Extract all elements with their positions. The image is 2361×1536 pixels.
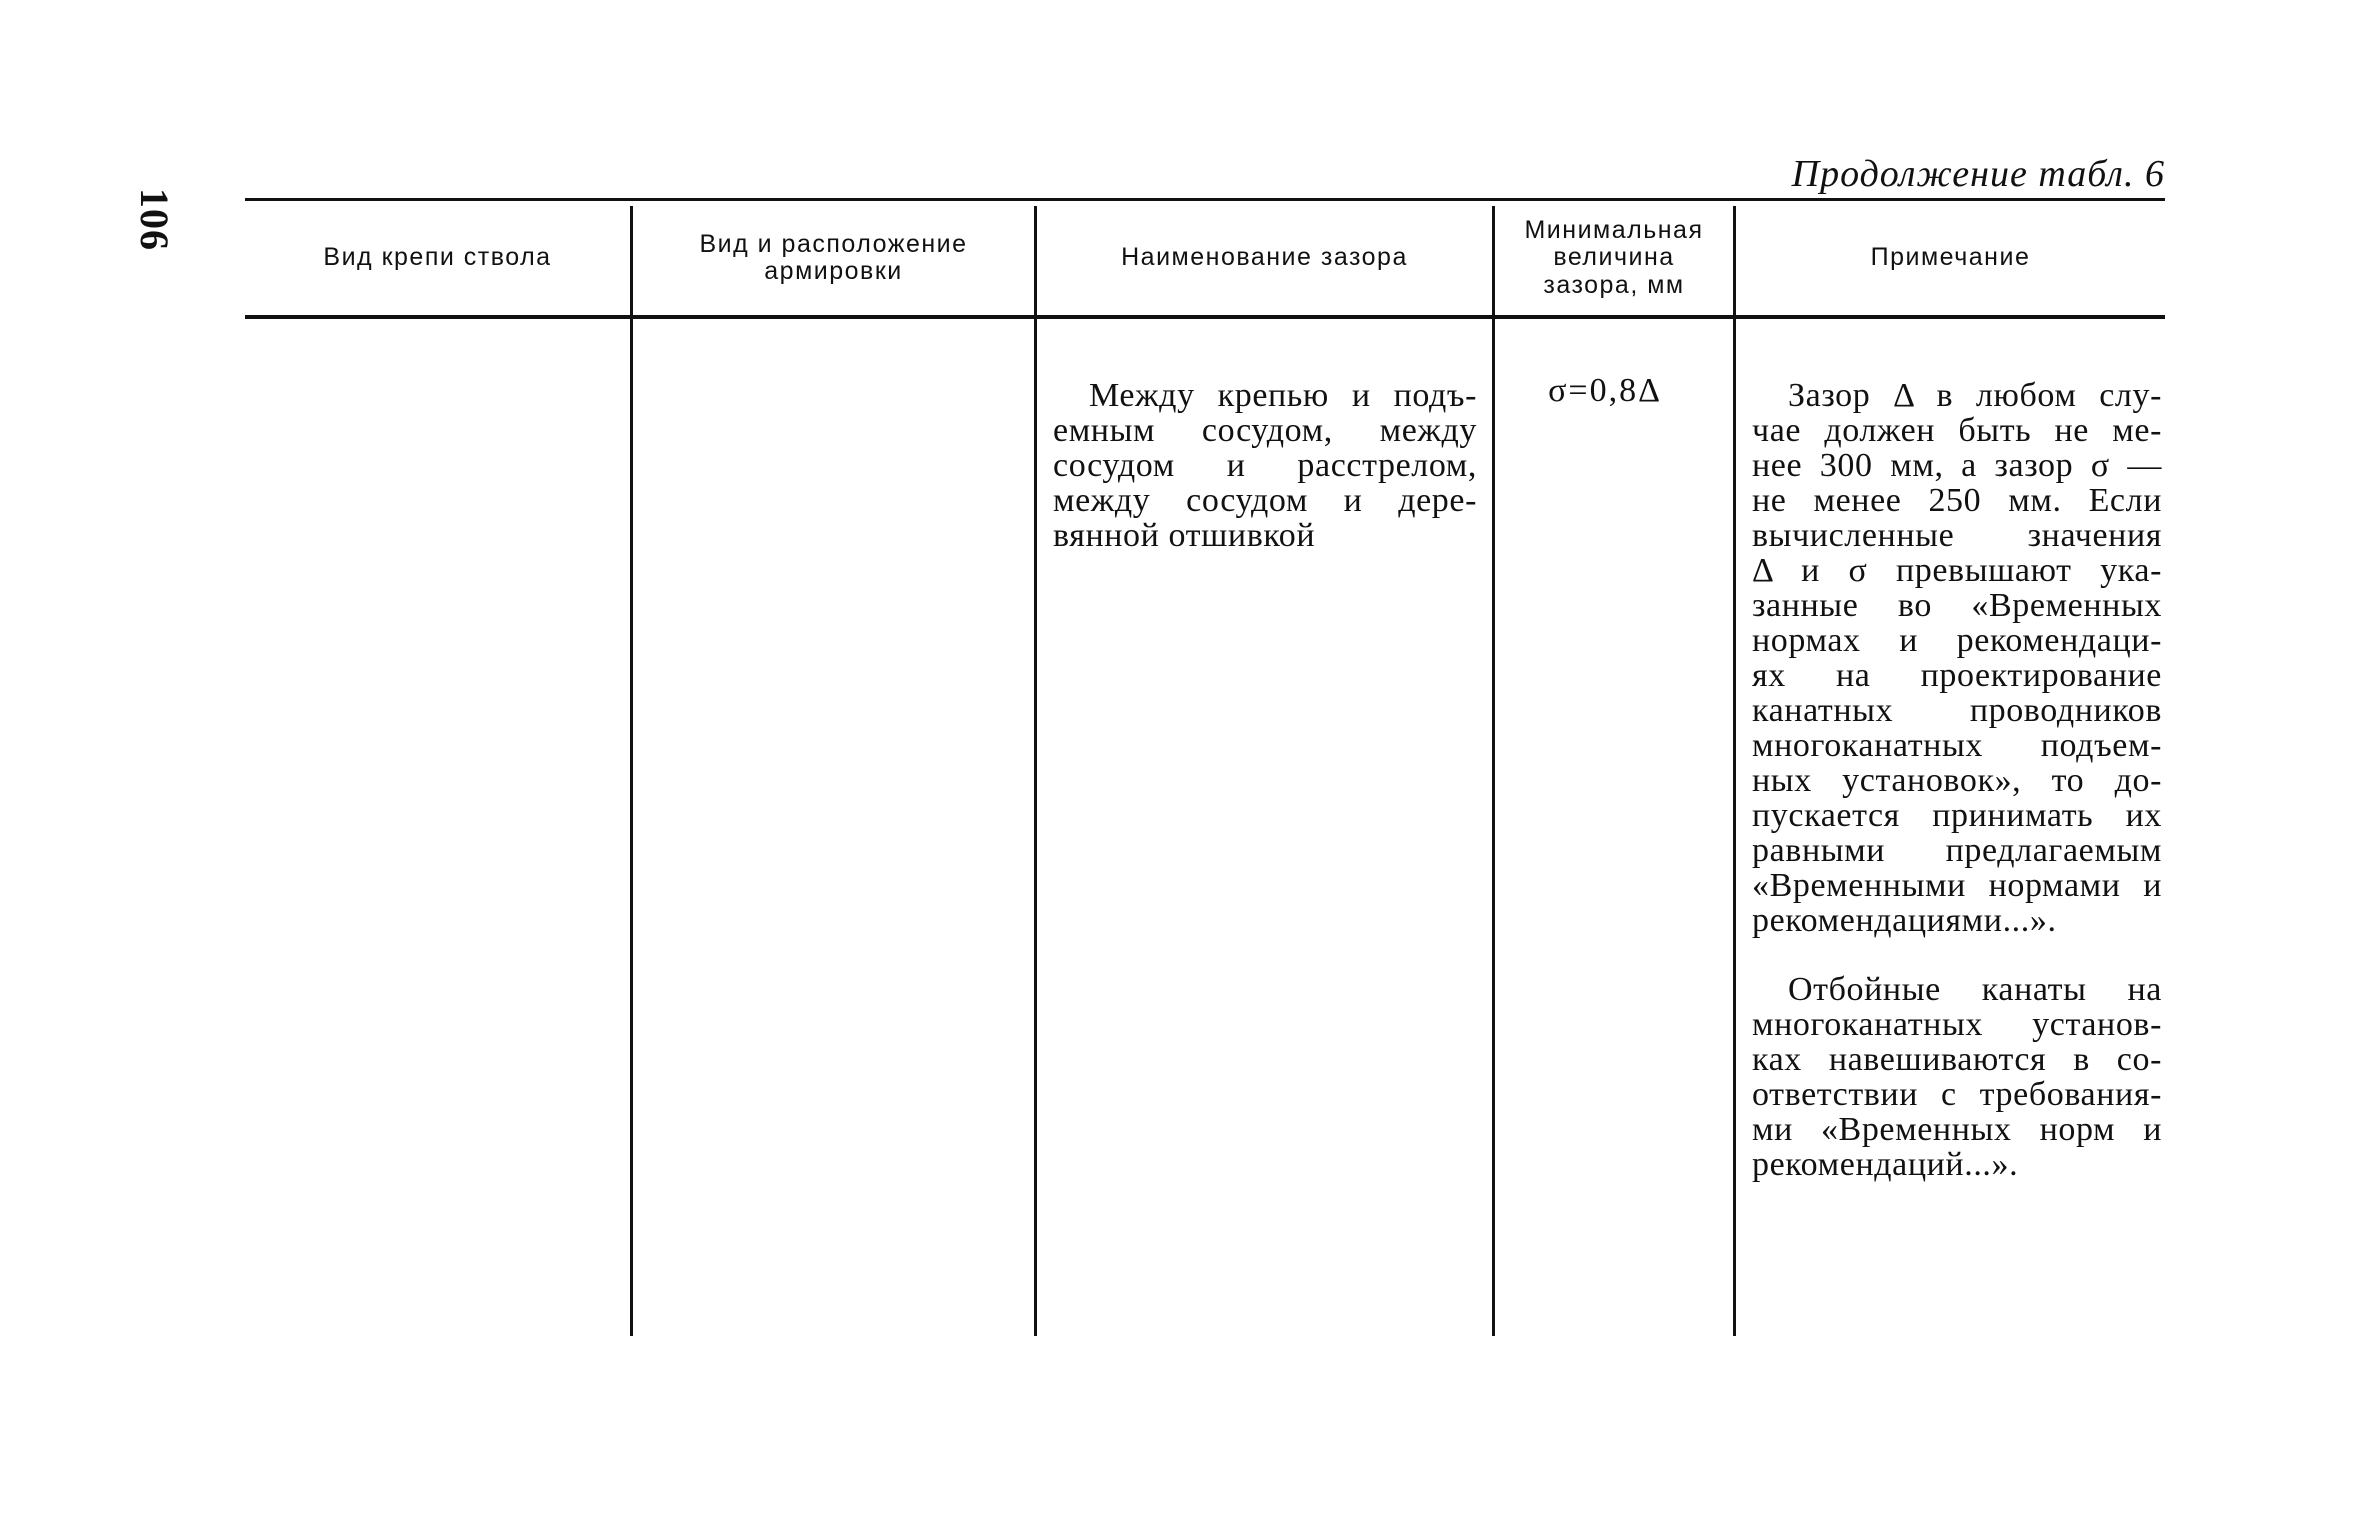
note-cell [1752, 378, 2162, 1182]
header-shaft-lining-type: Вид крепи ствола [323, 243, 552, 272]
column-divider-1 [630, 206, 633, 1336]
header-note: Примечание [1870, 243, 2031, 272]
page-number: 106 [132, 188, 177, 251]
gap-name-cell: Между крепью и подъ- емным сосудом, между сосудом и расстрелом, между сосудом и дере- вянной отшивкой [1053, 377, 1477, 554]
header-reinforcement-type: Вид и расположение армировки [699, 229, 968, 285]
note-paragraph-1: Зазор Δ в любом слу- чае должен быть не ме- нее 300 мм, а зазор σ — не менее 250 мм. Если вычисленные значения Δ и σ превышают ука- занные во «Временных нормах и рекомендаци- ях на проектирование канатных проводников многоканатных подъем- ных установок», то до- пускается принимать их равными предлагаемым «Временными нормами и рекомендациями...». [1752, 377, 2162, 939]
column-divider-2 [1034, 206, 1037, 1336]
table-header-rule [245, 315, 2165, 319]
table-top-rule [245, 198, 2165, 201]
min-gap-value: σ=0,8Δ [1548, 372, 1662, 409]
note-paragraph-2: Отбойные канаты на многоканатных установ- ках навешиваются в со- ответствии с требования- ми «Временных норм и рекомендаций...». [1752, 971, 2162, 1183]
column-divider-4 [1733, 206, 1736, 1336]
header-gap-name: Наименование зазора [1121, 243, 1408, 272]
table-continuation-caption: Продолжение табл. 6 [1791, 153, 2165, 195]
header-min-gap: Минимальная величина зазора, мм [1524, 215, 1704, 299]
